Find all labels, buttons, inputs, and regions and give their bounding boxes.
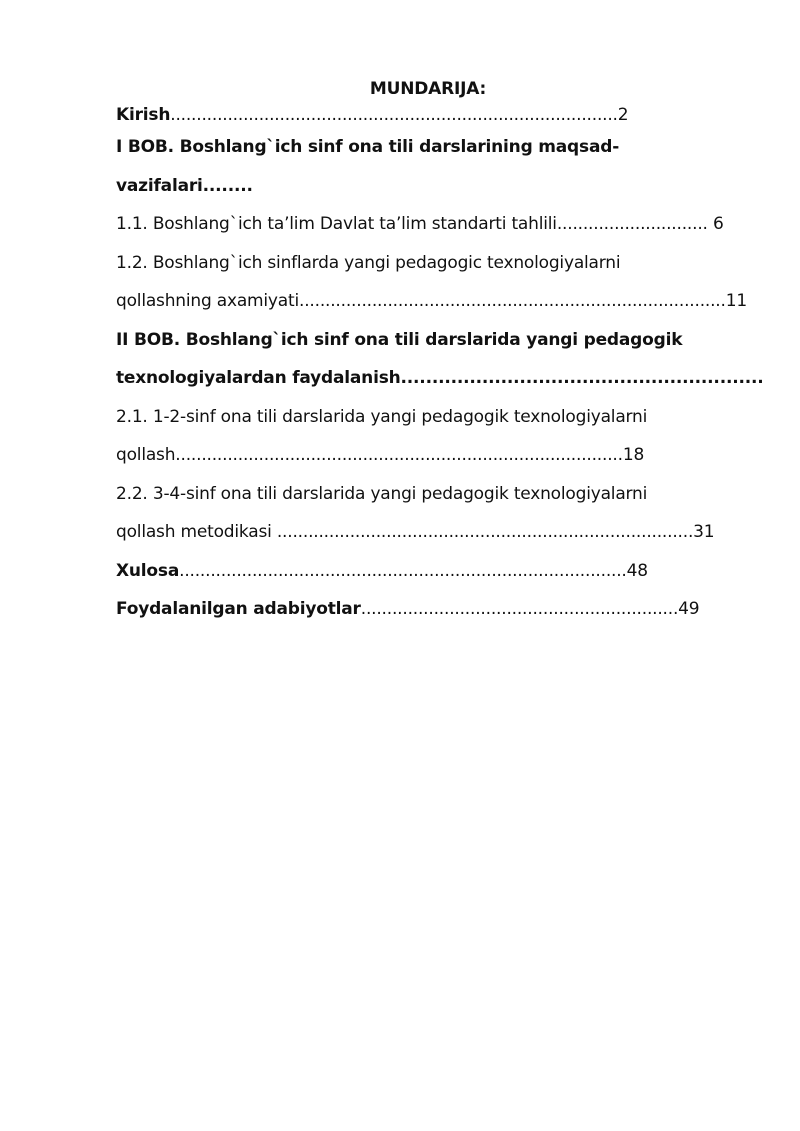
- toc-entry-2-1-cont: [116, 436, 740, 475]
- toc-entry-chapter-1-cont: [116, 167, 740, 206]
- toc-entry-text: 2.1. 1-2-sinf ona tili darslarida yangi pedagogik texnologiyalarni: [116, 406, 648, 427]
- toc-entry-text: qollashning axamiyati: [116, 291, 299, 311]
- toc-entry-2-2: [116, 475, 740, 514]
- toc-entry-kirish: [116, 102, 740, 128]
- toc-entry-leader: .............................................................: [360, 599, 679, 619]
- toc-entry-2-2-cont: [116, 513, 740, 552]
- toc-entry-page: 31: [693, 522, 715, 542]
- toc-entry-1-1: [116, 205, 740, 244]
- toc-entry-text: 1.2. Boshlang`ich sinflarda yangi pedagogic texnologiyalarni: [116, 252, 621, 273]
- toc-entry-text: Xulosa: [116, 560, 180, 581]
- toc-title: MUNDARIJA:: [369, 79, 487, 99]
- toc-entry-text: 2.2. 3-4-sinf ona tili darslarida yangi pedagogik texnologiyalarni: [116, 483, 648, 504]
- toc-entry-chapter-2: [116, 321, 740, 360]
- table-of-contents: [116, 76, 764, 629]
- toc-entry-leader: ................................................................................: [276, 522, 694, 542]
- toc-entry-page: 11: [725, 291, 747, 311]
- toc-entry-leader: ........: [202, 175, 253, 196]
- toc-entry-leader: .............................: [556, 214, 708, 234]
- toc-entry-text: I BOB. Boshlang`ich sinf ona tili darslarining maqsad-: [116, 137, 620, 157]
- toc-entry-page: 49: [678, 599, 700, 619]
- toc-entry-text: qollash metodikasi: [116, 522, 277, 542]
- toc-entry-leader: ......................................................................................: [179, 560, 627, 581]
- toc-entry-leader: ......................................................................................: [175, 445, 623, 465]
- toc-entry-text: II BOB. Boshlang`ich sinf ona tili darslarida yangi pedagogik: [116, 329, 683, 350]
- toc-entry-page: 48: [626, 560, 648, 581]
- toc-entry-leader: ......................................................................................: [170, 105, 618, 125]
- toc-entry-text: vazifalari: [116, 175, 203, 196]
- toc-entry-1-2-cont: [116, 282, 747, 321]
- toc-entry-text: qollash: [116, 445, 176, 465]
- toc-entry-xulosa: [116, 552, 740, 591]
- toc-entry-text: 1.1. Boshlang`ich ta’lim Davlat ta’lim standarti tahlili: [116, 214, 557, 234]
- toc-entry-2-1: [116, 398, 740, 437]
- toc-entry-leader: ..................................................................................: [299, 291, 726, 311]
- toc-entry-references: [116, 590, 740, 629]
- toc-entry-page: 2: [617, 105, 629, 125]
- toc-entry-page: 6: [707, 214, 724, 234]
- toc-entry-chapter-2-cont: [116, 359, 764, 398]
- toc-entry-leader: ..........................................................: [400, 368, 764, 388]
- toc-entry-1-2: [116, 244, 740, 283]
- toc-entry-text: Foydalanilgan adabiyotlar: [116, 599, 361, 619]
- toc-entry-page: 18: [622, 445, 645, 465]
- toc-entry-text: texnologiyalardan faydalanish: [116, 368, 401, 388]
- toc-entry-text: Kirish: [116, 105, 171, 125]
- toc-entry-chapter-1: [116, 128, 740, 167]
